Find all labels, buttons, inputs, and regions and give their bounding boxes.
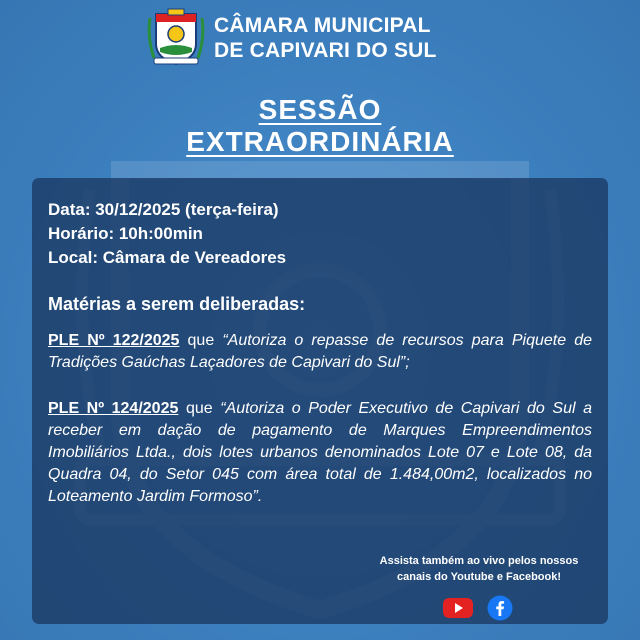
info-panel [32, 178, 608, 624]
facebook-icon[interactable] [484, 595, 516, 621]
footer-line1: Assista também ao vivo pelos nossos [379, 555, 579, 567]
footer-line2: canais do Youtube e Facebook! [396, 571, 562, 583]
subject-item [48, 330, 592, 374]
social-links [364, 595, 594, 621]
footer [364, 553, 594, 621]
chamber-name-line2: DE CAPIVARI DO SUL [214, 39, 437, 62]
bill-code: PLE Nº 122/2025 [48, 332, 180, 349]
municipal-crest-icon [146, 8, 206, 68]
session-title [0, 94, 640, 158]
session-date: Data: 30/12/2025 (terça-feira) [48, 200, 279, 219]
subject-item [48, 398, 592, 508]
bill-connector: que [185, 400, 213, 417]
session-info [48, 198, 286, 270]
bill-description: “Autoriza o repasse de recursos para Piquete de Tradições Gaúchas Laçadores de Capivari do Sul”; [48, 332, 592, 371]
session-title-line1: SESSÃO [258, 94, 382, 125]
bill-code: PLE Nº 124/2025 [48, 400, 179, 417]
session-title-line2: EXTRAORDINÁRIA [186, 126, 454, 157]
header [146, 8, 437, 68]
bill-connector: que [187, 332, 215, 349]
bill-description: “Autoriza o Poder Executivo de Capivari do Sul a receber em dação de pagamento de Marques Empreendimentos Imobiliários Ltda., dois lotes urbanos denominados Lote 07 e Lote 08, da Quadra 04, do Setor 045 com área total de 1.484,00m2, localizados no Loteamento Jardim Formoso”. [48, 400, 592, 505]
chamber-name [214, 13, 437, 63]
chamber-name-line1: CÂMARA MUNICIPAL [214, 14, 431, 37]
session-time: Horário: 10h:00min [48, 224, 203, 243]
youtube-icon[interactable] [442, 595, 474, 621]
subjects-heading: Matérias a serem deliberadas: [48, 294, 306, 314]
session-place: Local: Câmara de Vereadores [48, 248, 287, 267]
